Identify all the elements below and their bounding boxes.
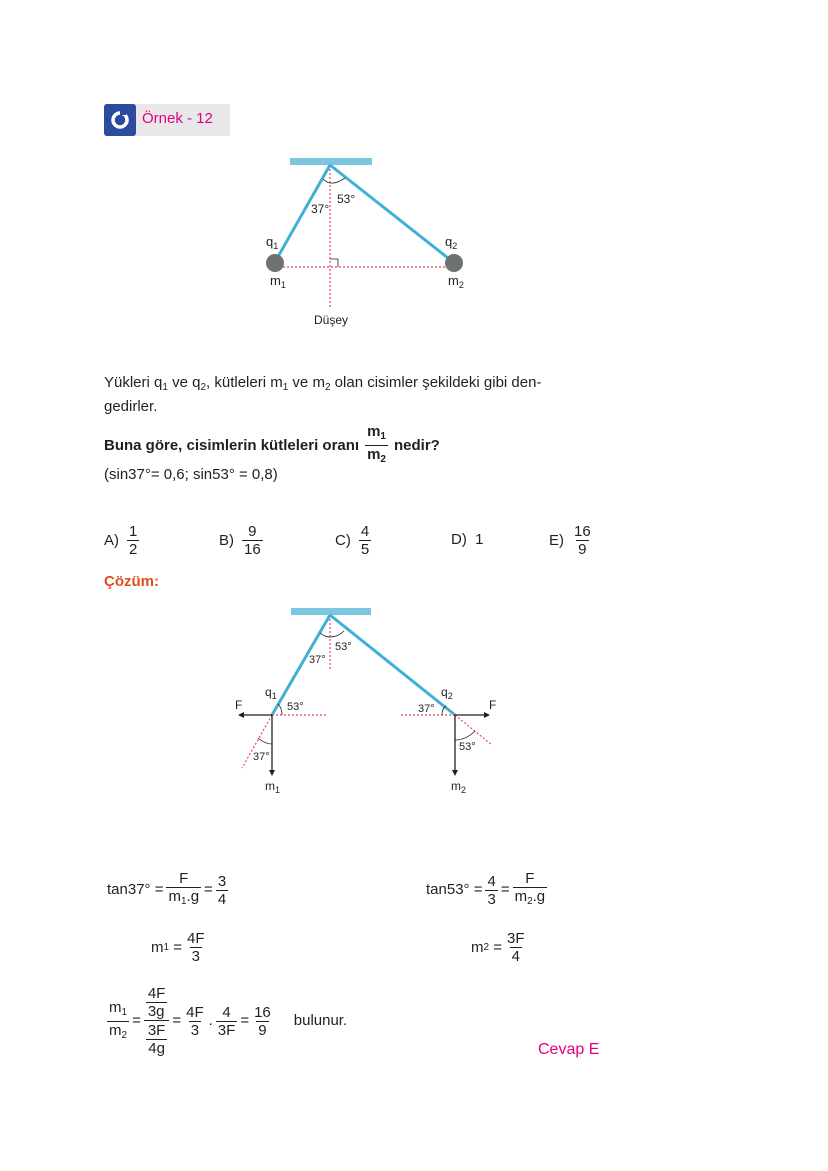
eq-ratio: $\frac{m_1}{m_2}$ = $\frac{\frac{4F}{3g}}{\frac{3F}{4g}}$ = $\frac{4F}{3}$ . $\frac{4}{3F}$ = $\frac{16}{9}$ bulunur. [109, 985, 348, 1057]
answer-label: Cevap E [538, 1041, 600, 1058]
mass-1-ball [266, 254, 284, 272]
q2-label: $q_2$ [445, 234, 458, 251]
svg-text:53°: 53° [459, 741, 476, 753]
option-a[interactable]: A) $\frac{1}{2}$ [104, 523, 138, 558]
svg-text:37°: 37° [309, 654, 326, 666]
svg-text:37°: 37° [418, 703, 435, 715]
question-text: Yükleri $q_1$ ve $q_2$, kütleleri $m_1$ ve $m_2$ olan cisimler şekildeki gibi den- [104, 374, 542, 393]
question-ask: Buna göre, cisimlerin kütleleri oranı $\frac{m_1}{m_2}$ nedir? [104, 423, 440, 468]
svg-text:53°: 53° [287, 701, 304, 713]
option-e[interactable]: E) $\frac{16}{9}$ [549, 523, 591, 558]
angle-53: 53° [337, 192, 356, 206]
eq-m2: m 2 = $\frac{3F}{4}$ [471, 930, 525, 965]
right-angle-mark [330, 259, 338, 267]
example-label: Örnek - 12 [142, 110, 213, 127]
rope-right [330, 165, 453, 262]
rope-right [330, 615, 455, 715]
force-diagram [220, 600, 520, 805]
question-text-2: gedirler. [104, 398, 158, 415]
svg-text:m1: $m_1$ [265, 779, 281, 795]
svg-text:q2: $q_2$ [441, 685, 453, 701]
example-icon [104, 104, 136, 136]
option-b[interactable]: B) $\frac{9}{16}$ [219, 523, 261, 558]
svg-text:37°: 37° [253, 751, 270, 763]
eq-m1: m 1 = $\frac{4F}{3}$ [151, 930, 205, 965]
pendulum-figure [250, 150, 490, 335]
angle-37: 37° [311, 202, 330, 216]
svg-text:F: F [489, 698, 497, 712]
mass-2-ball [445, 254, 463, 272]
vertical-label: Düşey [314, 313, 349, 327]
given-values: (sin37°= 0,6; sin53° = 0,8) [104, 466, 278, 483]
m1-label: $m_1$ [270, 273, 286, 290]
solution-title: Çözüm: [104, 573, 159, 590]
svg-text:q1: $q_1$ [265, 685, 277, 701]
option-c[interactable]: C) $\frac{4}{5}$ [335, 523, 370, 558]
m2-label: $m_2$ [448, 273, 464, 290]
option-d[interactable]: D) 1 [451, 531, 484, 548]
svg-text:m2: $m_2$ [451, 779, 467, 795]
q1-label: $q_1$ [266, 234, 279, 251]
svg-text:F: F [235, 698, 243, 712]
eq-tan37: tan37° = $\frac{F}{m_1.g}$ = $\frac{3}{4}$ [107, 870, 231, 910]
eq-tan53: tan53° = $\frac{4}{3}$ = $\frac{F}{m_2.g}$ [426, 870, 550, 910]
svg-text:53°: 53° [335, 641, 352, 653]
